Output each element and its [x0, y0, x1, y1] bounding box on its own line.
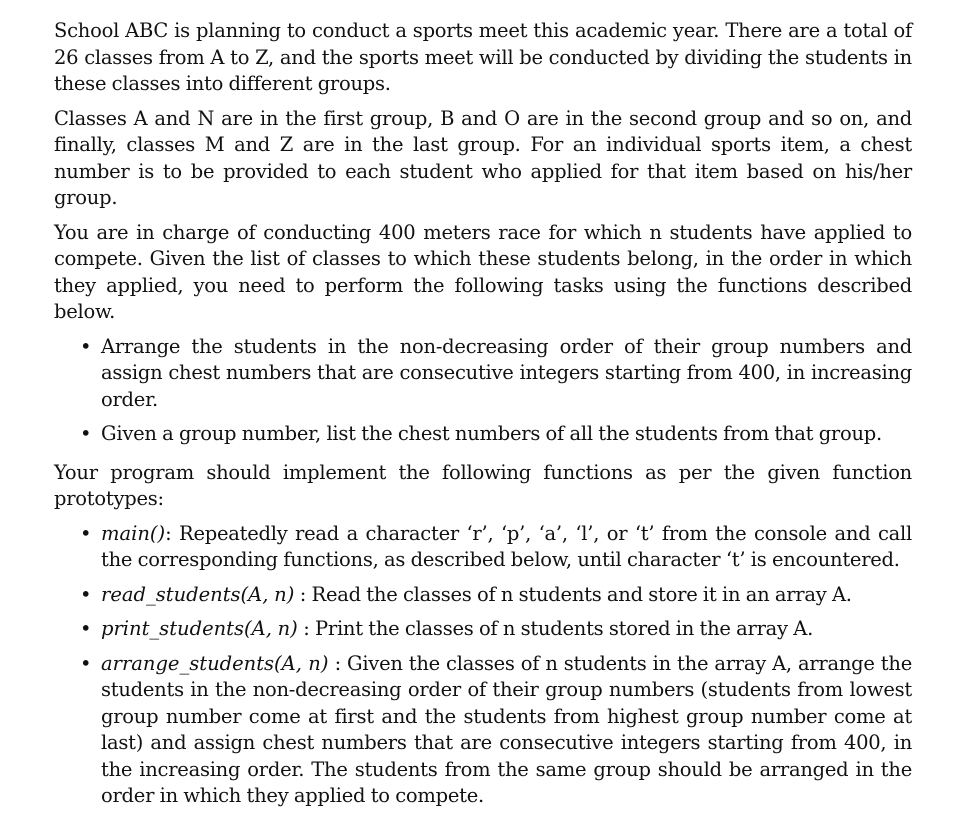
- paragraph-groups: Classes A and N are in the first group, B and O are in the second group and so on, and finally, classes M and Z are in the last group. For an individual sports item, a chest number is to be provided to each student who applied for that item based on his/her group.: [54, 106, 912, 209]
- list-item: [54, 651, 912, 810]
- list-item: [54, 521, 912, 574]
- function-name: read_students(A, n): [101, 582, 295, 606]
- function-description: : Repeatedly read a character ‘r’, ‘p’, ‘a’, ‘l’, or ‘t’ from the console and call the corresponding functions, as described below, until character ‘t’ is encountered.: [101, 521, 912, 571]
- list-item: [54, 616, 912, 643]
- bullet-icon: •: [80, 582, 92, 606]
- paragraph-intro: School ABC is planning to conduct a sports meet this academic year. There are a total of 26 classes from A to Z, and the sports meet will be conducted by dividing the students in these classes into different groups.: [54, 19, 912, 95]
- function-list: [54, 521, 912, 810]
- list-item: [54, 421, 912, 448]
- document-page: [54, 18, 912, 822]
- function-name: main(): [101, 521, 166, 545]
- function-description: : Read the classes of n students and store it in an array A.: [294, 582, 852, 606]
- task-list: [54, 334, 912, 448]
- function-description: : Given the classes of n students in the array A, arrange the students in the non-decreasing order of their group numbers (students from lowest group number come at first and the students from highest group number come at last) and assign chest numbers that are consecutive integers starting from 400, in the increasing order. The students from the same group should be arranged in the order in which they applied to compete.: [101, 651, 912, 807]
- function-description: : Print the classes of n students stored in the array A.: [297, 617, 814, 640]
- list-item: [54, 582, 912, 609]
- paragraph-functions-intro: Your program should implement the following functions as per the given function prototypes:: [54, 460, 912, 510]
- list-item: [54, 334, 912, 414]
- bullet-icon: •: [80, 521, 92, 545]
- bullet-icon: •: [80, 617, 92, 640]
- bullet-icon: •: [80, 651, 92, 675]
- task-text: Given a group number, list the chest numbers of all the students from that group.: [101, 422, 882, 445]
- bullet-icon: •: [80, 422, 92, 445]
- task-text: Arrange the students in the non-decreasing order of their group numbers and assign chest numbers that are consecutive integers starting from 400, in increasing order.: [101, 334, 912, 411]
- function-name: arrange_students(A, n): [101, 651, 329, 675]
- function-name: print_students(A, n): [101, 617, 298, 640]
- paragraph-task: You are in charge of conducting 400 meters race for which n students have applied to compete. Given the list of classes to which these students belong, in the order in which they applied, you need to perform the following tasks using the functions described below.: [54, 220, 912, 323]
- bullet-icon: •: [80, 334, 92, 358]
